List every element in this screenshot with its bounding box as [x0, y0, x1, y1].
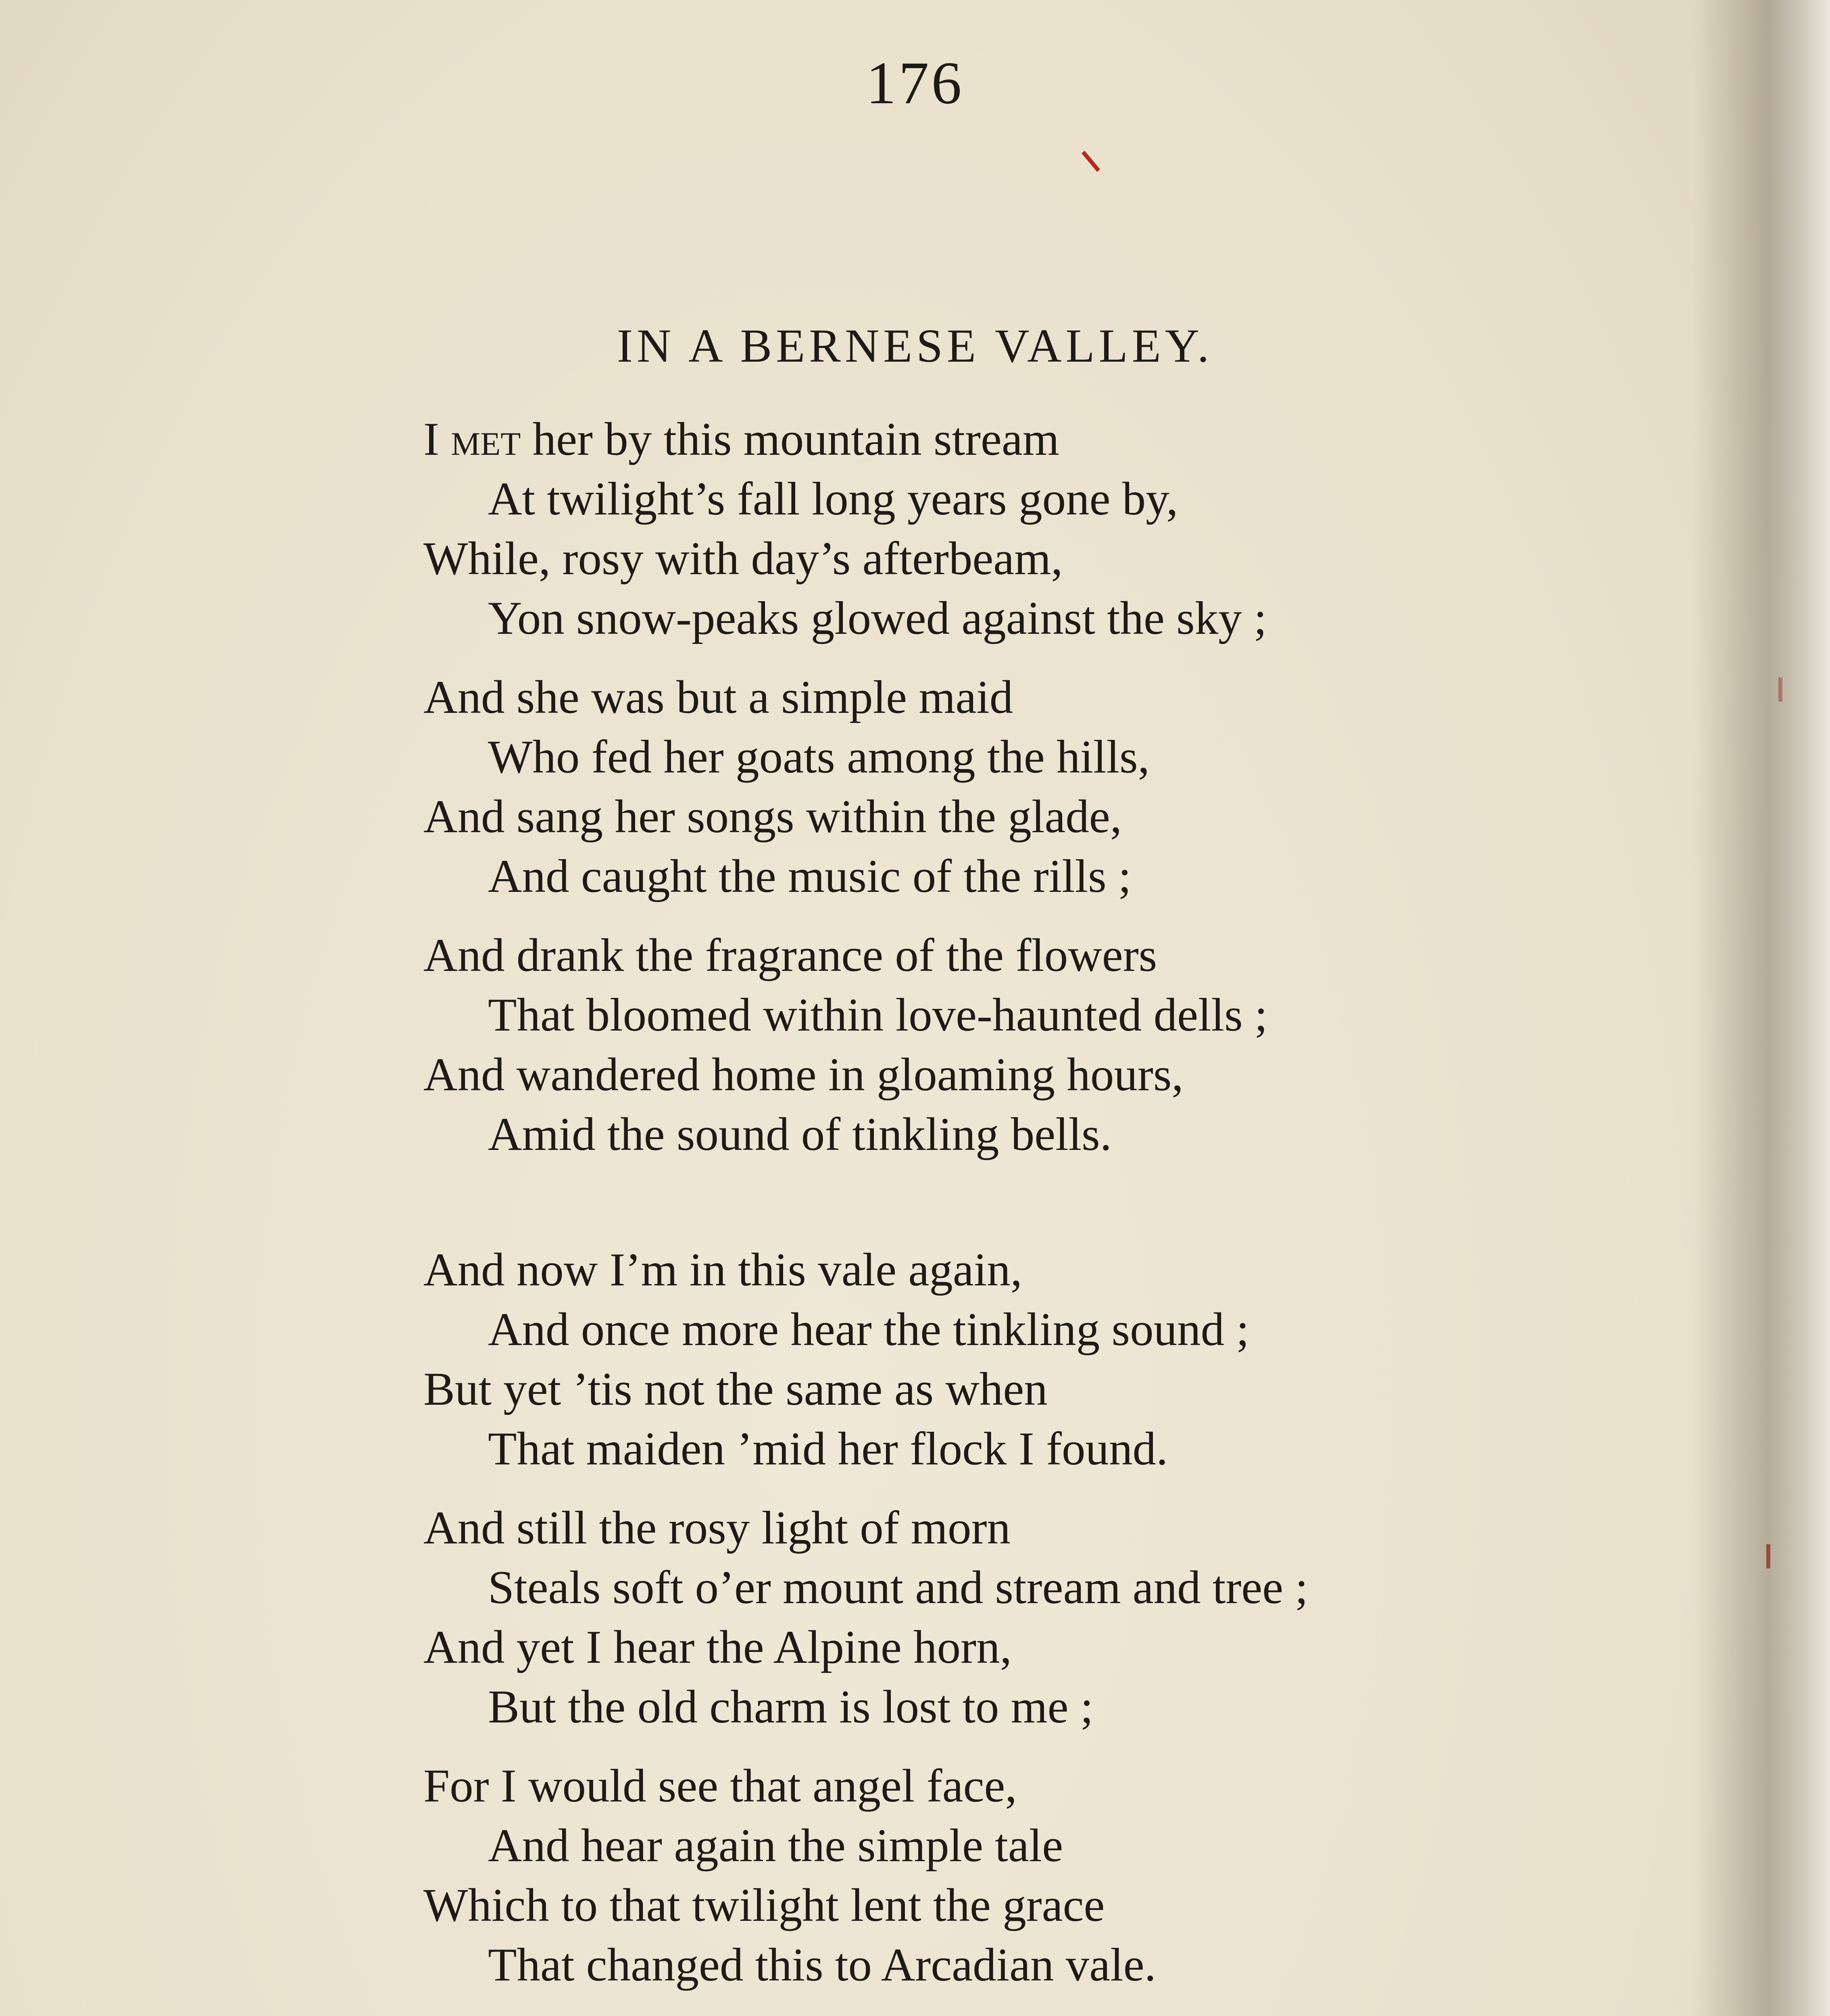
poem-line-text: That changed this to Arcadian vale. [488, 1939, 1156, 1991]
poem-line [488, 1937, 1156, 1993]
poem-line [423, 1500, 1011, 1556]
poem-line-text: For I would see that angel face, [423, 1760, 1017, 1812]
poem-line [423, 1047, 1184, 1103]
poem-line-text: But the old charm is lost to me ; [488, 1681, 1094, 1733]
poem-line-text: That bloomed within love-haunted dells ; [488, 989, 1268, 1041]
poem-line-text: And still the rosy light of morn [423, 1502, 1011, 1554]
poem-line [488, 1421, 1168, 1477]
poem-line [488, 1560, 1308, 1616]
poem-line [488, 729, 1150, 785]
poem-line-text: And wandered home in gloaming hours, [423, 1049, 1184, 1101]
poem-line-text: And once more hear the tinkling sound ; [488, 1304, 1249, 1356]
poem-line [488, 590, 1267, 647]
poem-line-lead: I met [423, 413, 521, 465]
poem-line-text: But yet ’tis not the same as when [423, 1363, 1048, 1415]
poem-line-text: And drank the fragrance of the flowers [423, 929, 1157, 981]
poem-line-text: And caught the music of the rills ; [488, 850, 1132, 902]
poem-line [423, 1619, 1012, 1676]
poem-line-text: Steals soft o’er mount and stream and tree ; [488, 1562, 1308, 1614]
poem-line [488, 1818, 1063, 1874]
page-gutter-shadow [1693, 0, 1830, 2016]
poem-line [423, 927, 1157, 984]
poem-line-text: And hear again the simple tale [488, 1820, 1063, 1872]
poem-line [488, 1679, 1093, 1735]
poem-line-text: Yon snow-peaks glowed against the sky ; [488, 592, 1267, 644]
poem-line [423, 1758, 1017, 1814]
poem-line [488, 471, 1178, 527]
poem-line [423, 1361, 1048, 1418]
poem-line-text: Amid the sound of tinkling bells. [488, 1108, 1112, 1160]
poem-line-text: At twilight’s fall long years gone by, [488, 473, 1178, 525]
poem-line [488, 987, 1267, 1043]
poem-line [488, 1106, 1112, 1163]
poem-line-text: While, rosy with day’s afterbeam, [423, 533, 1063, 585]
poem-line-text: Which to that twilight lent the grace [423, 1879, 1105, 1931]
poem-line-text: her by this mountain stream [521, 413, 1059, 465]
poem-line-text: And she was but a simple maid [423, 671, 1013, 723]
poem-line [423, 531, 1063, 587]
poem-line [423, 669, 1013, 726]
poem-title: IN A BERNESE VALLEY. [617, 319, 1213, 372]
poem-line [423, 1242, 1022, 1298]
page-number: 176 [866, 50, 964, 117]
poem-line-text: And sang her songs within the glade, [423, 791, 1122, 843]
poem-line [423, 789, 1122, 845]
poem-line-text: That maiden ’mid her flock I found. [488, 1423, 1168, 1475]
poem-line-text: And yet I hear the Alpine horn, [423, 1621, 1012, 1673]
poem-line [488, 848, 1131, 905]
poem-line-text: Who fed her goats among the hills, [488, 731, 1150, 783]
poem-line-text: And now I’m in this vale again, [423, 1244, 1022, 1296]
poem-line [423, 1877, 1105, 1934]
poem-line [488, 1302, 1249, 1358]
poem-line [423, 411, 1059, 468]
